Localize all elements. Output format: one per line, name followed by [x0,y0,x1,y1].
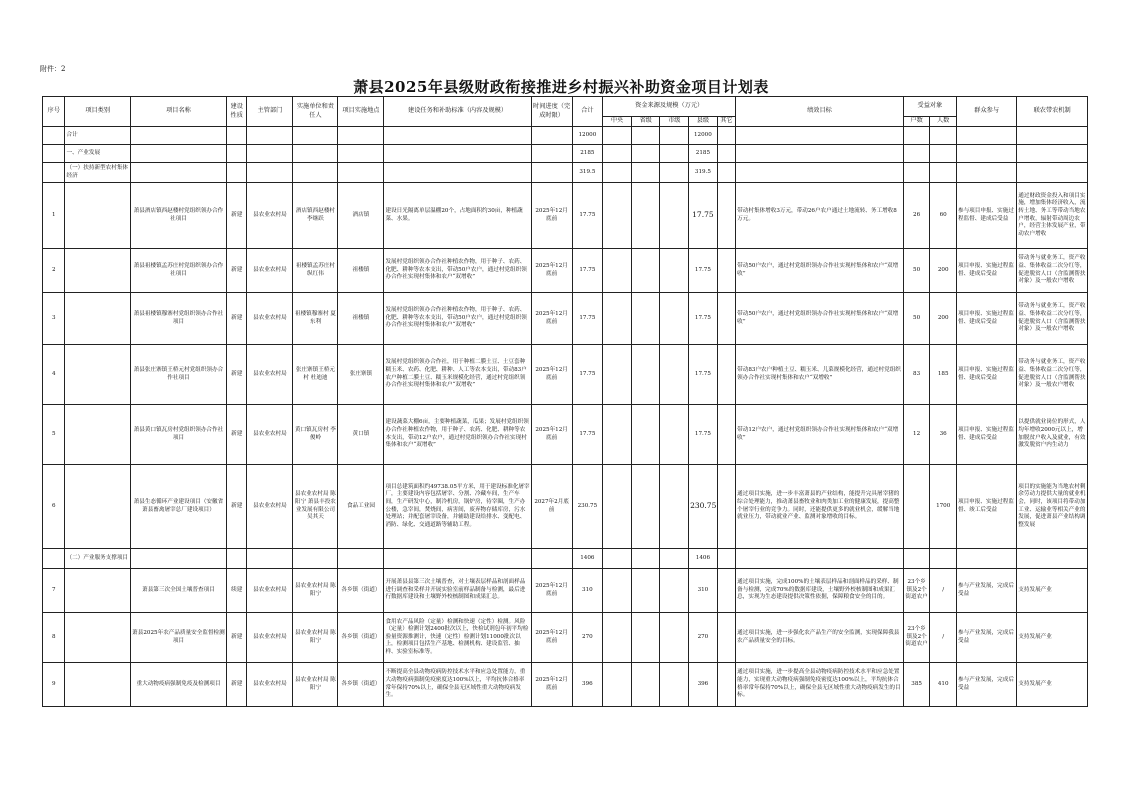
row-province [631,249,660,293]
row-participation: 项目申报、实施过程监督、竣工后受益 [956,465,1016,549]
row-dept: 县农业农村局 [247,613,293,663]
summary-county: 1406 [689,549,718,569]
empty-cell [603,145,632,163]
empty-cell [43,163,65,183]
row-province [631,465,660,549]
row-other [717,249,735,293]
project-row [43,613,1088,663]
header-county: 县级 [689,117,718,127]
row-households: 50 [903,249,930,293]
row-persons: 200 [930,249,957,293]
row-other [717,465,735,549]
empty-cell [293,163,338,183]
row-schedule: 2025年12月底前 [531,345,572,405]
row-seq: 1 [43,183,65,249]
row-content: 建设蔬菜大棚6亩，主要种植蔬菜，瓜果；发展村党组织领办合作社种植农作物，用于种子、农药、化肥、耕种等农本支出，带动12户农户，通过村党组织领办合作社实现村集体和农户“双增收” [384,405,531,465]
summary-county: 319.5 [689,163,718,183]
attachment-label: 附件：2 [40,65,66,73]
empty-cell [130,127,226,145]
row-schedule: 2025年12月底前 [531,405,572,465]
row-county: 17.75 [689,345,718,405]
project-table [42,96,1088,707]
row-province [631,293,660,345]
header-other: 其它 [717,117,735,127]
row-content: 建设日光隔离单层温棚20个，占地面积约30亩，种植蔬菜、水果。 [384,183,531,249]
row-mechanism: 带动务与就业务工，资产收益、集体收益二次分红等，促进脱贫人口（含监测帮扶对象）及一般农户增收 [1017,345,1088,405]
empty-cell [631,145,660,163]
row-central [603,293,632,345]
empty-cell [717,127,735,145]
row-mechanism: 带动务与就业务工，资产收益、集体收益二次分红等，促进脱贫人口（含监测帮扶对象）及一般农户增收 [1017,293,1088,345]
row-total: 270 [572,613,603,663]
empty-cell [293,549,338,569]
summary-row [43,145,1088,163]
row-dept: 县农业农村局 [247,293,293,345]
empty-cell [384,549,531,569]
row-target: 通过项目实施，完成100%的土壤表层样品和剖面样品的采样、制备与检测，完成70%的数据库建设，土壤野外校核制图和成果汇总，实现为生态建设提供决策性依据，保障粮食安全的目的。 [736,569,904,613]
empty-cell [603,127,632,145]
header-schedule: 时间进度（完成时限） [531,97,572,127]
row-central [603,613,632,663]
row-project-name: 萧县生态循环产业建设项目（安徽省萧县畜禽屠宰总厂建设项目） [130,465,226,549]
row-content: 发展村党组织领办合作社种植农作物，用于种子、农药、化肥、耕种等农本支出，带动50户农户，通过村党组织领办合作社实现村集体和农户“双增收” [384,293,531,345]
row-content: 发展村党组织领办合作社种植农作物，用于种子、农药、化肥、耕种等农本支出，带动50户农户，通过村党组织领办合作社实现村集体和农户“双增收” [384,249,531,293]
row-target: 带动50户农户，通过村党组织领办合作社实现村集体和农户“双增收” [736,293,904,345]
row-households: 23个乡镇及2个街道农户 [903,569,930,613]
row-participation: 参与产业发展，完成后受益 [956,613,1016,663]
header-city: 市级 [660,117,689,127]
row-seq: 8 [43,613,65,663]
header-total: 合计 [572,97,603,127]
page-title: 萧县2025年县级财政衔接推进乡村振兴补助资金项目计划表 [353,78,769,96]
row-total: 17.75 [572,345,603,405]
row-seq: 4 [43,345,65,405]
header-funds: 资金来源及规模（万元） [603,97,736,117]
row-nature: 新建 [227,613,247,663]
row-households [903,465,930,549]
row-participation: 项目申报、实施过程监督、建成后受益 [956,405,1016,465]
empty-cell [384,163,531,183]
empty-cell [227,145,247,163]
row-target: 带动83户农户种植土豆、糯玉米、儿菜规模化经营，通过村党组织领办合作社实现村集体和农户“双增收” [736,345,904,405]
row-persons: 185 [930,345,957,405]
row-nature: 新建 [227,249,247,293]
row-target: 带动村集体增收3万元，带动26户农户通过土地流转、务工增收8万元。 [736,183,904,249]
summary-row [43,163,1088,183]
row-nature: 新建 [227,465,247,549]
summary-row [43,549,1088,569]
row-participation: 参与产业发展，完成后受益 [956,663,1016,707]
row-category [65,613,130,663]
empty-cell [43,127,65,145]
row-persons: / [930,569,957,613]
row-other [717,405,735,465]
row-county: 17.75 [689,293,718,345]
row-persons: 200 [930,293,957,345]
row-nature: 新建 [227,293,247,345]
header-beneficiary: 受益对象 [903,97,956,117]
row-project-name: 萧县第三次全国土壤普查项目 [130,569,226,613]
row-mechanism: 通过财政资金投入和项目实施，增加集体经济收入，流转土地、务工等带动当地农户增收，辐射带动周边农户，经营主体发展产业，带动农户增收 [1017,183,1088,249]
empty-cell [930,549,957,569]
row-city [660,293,689,345]
row-households: 23个乡镇及2个街道农户 [903,613,930,663]
row-city [660,405,689,465]
empty-cell [736,163,904,183]
row-mechanism: 带动务与就业务工，资产收益、集体收益二次分红等，促进脱贫人口（含监测帮扶对象）及一般农户增收 [1017,249,1088,293]
row-location: 食品工业园 [338,465,384,549]
empty-cell [631,549,660,569]
row-total: 310 [572,569,603,613]
header-persons: 人数 [930,117,957,127]
row-mechanism: 项目的实施能为当地农村剩余劳动力提供大量的就业机会，同时，该项目将带动加工业、运输业等相关产业的发展，促进萧县产业结构调整发展 [1017,465,1088,549]
empty-cell [384,145,531,163]
row-schedule: 2025年12月底前 [531,569,572,613]
empty-cell [247,163,293,183]
row-seq: 5 [43,405,65,465]
empty-cell [603,163,632,183]
summary-total: 12000 [572,127,603,145]
row-project-name: 萧县酒店镇西赵楼村党组织领办合作社项目 [130,183,226,249]
empty-cell [338,163,384,183]
row-city [660,345,689,405]
empty-cell [293,145,338,163]
row-county: 230.75 [689,465,718,549]
row-schedule: 2025年12月底前 [531,663,572,707]
empty-cell [247,127,293,145]
row-households: 83 [903,345,930,405]
summary-label: 合计 [65,127,130,145]
row-content: 不断提高全县动物疫病防控技术水平和应急处置能力，重大动物疫病强制免疫密度达100%以上，平均抗体合格率常年保持70%以上，确保全县无区域性重大动物疫病发生。 [384,663,531,707]
empty-cell [736,145,904,163]
empty-cell [1017,163,1088,183]
header-dept: 主管部门 [247,97,293,127]
row-implementer: 县农业农村局 陈阳宁 [293,663,338,707]
empty-cell [1017,549,1088,569]
row-target: 通过项目实施，进一步丰富萧县的产业结构，能提升完具屠宰猪的综合处理能力，推动萧县畜牧业和肉类加工业的健康发展，提高整个屠宰行业的竞争力。同时，还能提供更多的就业机会，缓解当地就业压力，带动就业产业、监测对象增收的目标。 [736,465,904,549]
row-other [717,345,735,405]
empty-cell [956,549,1016,569]
row-persons: 410 [930,663,957,707]
row-central [603,249,632,293]
empty-cell [43,145,65,163]
empty-cell [130,163,226,183]
row-target: 带动12户农户，通过村党组织领办合作社实现村集体和农户“双增收” [736,405,904,465]
row-city [660,613,689,663]
row-seq: 6 [43,465,65,549]
row-mechanism: 支持发展产业 [1017,663,1088,707]
empty-cell [384,127,531,145]
row-schedule: 2025年12月底前 [531,249,572,293]
row-nature: 新建 [227,663,247,707]
project-row [43,663,1088,707]
empty-cell [293,127,338,145]
row-content: 食用农产品风险（定量）检测和快速（定性）检测。风险（定量）检测计划2400批次以上，快检试剂包年初平均检验量资源推测计，快速（定性）检测计划11000批次以上，检测项目包括生产基地、检测机构、建设监管、抽样、实验室标准等。 [384,613,531,663]
header-seq: 序号 [43,97,65,127]
row-city [660,249,689,293]
row-implementer: 县农业农村局 陈阳宁 [293,613,338,663]
row-county: 17.75 [689,183,718,249]
row-category [65,569,130,613]
header-implementer: 实施单位和责任人 [293,97,338,127]
row-nature: 新建 [227,345,247,405]
empty-cell [338,145,384,163]
row-dept: 县农业农村局 [247,569,293,613]
empty-cell [717,549,735,569]
row-province [631,569,660,613]
row-total: 17.75 [572,183,603,249]
row-households: 385 [903,663,930,707]
empty-cell [631,163,660,183]
header-central: 中央 [603,117,632,127]
row-nature: 新建 [227,183,247,249]
row-target: 通过项目实施，进一步提高全县动物疫病防控技术水平和应急处置能力，实现重大动物疫病强制免疫密度达100%以上，平均抗体合格率常年保持70%以上，确保全县无区域性重大动物疫病发生的目标。 [736,663,904,707]
row-dept: 县农业农村局 [247,183,293,249]
row-implementer: 酒店镇西赵楼村 李继跃 [293,183,338,249]
summary-total: 319.5 [572,163,603,183]
empty-cell [956,127,1016,145]
row-city [660,183,689,249]
project-row [43,405,1088,465]
project-row [43,249,1088,293]
summary-row [43,127,1088,145]
row-county: 396 [689,663,718,707]
row-implementer: 县农业农村局 陈阳宁 萧县丰投农业发展有限公司 吴其天 [293,465,338,549]
empty-cell [717,163,735,183]
empty-cell [660,549,689,569]
row-province [631,663,660,707]
row-participation: 项目申报、实施过程监督、建成后受益 [956,345,1016,405]
row-seq: 9 [43,663,65,707]
empty-cell [930,163,957,183]
empty-cell [631,127,660,145]
row-project-name: 萧县张庄寨镇王桥元村党组织领办合作社项目 [130,345,226,405]
row-province [631,183,660,249]
row-county: 310 [689,569,718,613]
empty-cell [130,549,226,569]
empty-cell [531,549,572,569]
row-mechanism: 支持发展产业 [1017,613,1088,663]
row-total: 230.75 [572,465,603,549]
row-county: 17.75 [689,249,718,293]
project-row [43,569,1088,613]
row-province [631,345,660,405]
empty-cell [338,549,384,569]
row-category [65,465,130,549]
row-schedule: 2027年2月底前 [531,465,572,549]
row-location: 各乡镇（街道） [338,663,384,707]
row-seq: 2 [43,249,65,293]
row-city [660,663,689,707]
header-location: 项目实施地点 [338,97,384,127]
row-content: 项目总建筑面积约49738.05平方米，用于建设标准化屠宰厂，主要建设内容包括屠宰、分割、冷藏车间，生产车间，生产研发中心，制冷机房，锅炉房，待宰圈，生产办公楼，急宰间，焚烧间，病害间，废弃物存储库房，污水处理站；并配套屠宰设备，并辅助建设给排水、变配电、消防、绿化、交通道路等辅助工程。 [384,465,531,549]
row-implementer: 张庄寨镇王桥元村 杜迪迪 [293,345,338,405]
row-category [65,345,130,405]
empty-cell [736,127,904,145]
empty-cell [1017,145,1088,163]
row-dept: 县农业农村局 [247,663,293,707]
row-implementer: 祖楼镇穆寨村 夏东利 [293,293,338,345]
row-households: 12 [903,405,930,465]
empty-cell [227,163,247,183]
row-participation: 参与产业发展，完成后受益 [956,569,1016,613]
row-project-name: 重大动物疫病强制免疫及检测项目 [130,663,226,707]
row-mechanism: 以提供就业岗位的形式，人均年增收2000元以上，增加脱贫户收入及就业，有效激发脱贫户内生动力 [1017,405,1088,465]
empty-cell [903,127,930,145]
row-other [717,183,735,249]
row-households: 26 [903,183,930,249]
empty-cell [956,163,1016,183]
row-participation: 参与项目申报、实施过程监督、建成后受益 [956,183,1016,249]
row-implementer: 县农业农村局 陈阳宁 [293,569,338,613]
empty-cell [531,163,572,183]
row-central [603,405,632,465]
empty-cell [247,549,293,569]
row-total: 396 [572,663,603,707]
empty-cell [903,549,930,569]
row-category [65,183,130,249]
row-province [631,613,660,663]
row-nature: 新建 [227,405,247,465]
row-location: 祖楼镇 [338,249,384,293]
empty-cell [660,127,689,145]
row-persons: 60 [930,183,957,249]
header-content: 建设任务和补助标准（内容及规模） [384,97,531,127]
summary-total: 2185 [572,145,603,163]
row-dept: 县农业农村局 [247,249,293,293]
summary-total: 1406 [572,549,603,569]
row-project-name: 萧县祖楼镇穆寨村党组织领办合作社项目 [130,293,226,345]
empty-cell [903,163,930,183]
row-location: 张庄寨镇 [338,345,384,405]
row-city [660,569,689,613]
header-target: 绩效目标 [736,97,904,127]
empty-cell [531,127,572,145]
row-project-name: 萧县黄口镇瓦房村党组织领办合作社项目 [130,405,226,465]
header-category: 项目类别 [65,97,130,127]
row-implementer: 祖楼镇孟苏庄村 纵红伟 [293,249,338,293]
project-row [43,293,1088,345]
empty-cell [338,127,384,145]
row-schedule: 2025年12月底前 [531,183,572,249]
row-participation: 项目申报、实施过程监督、建成后受益 [956,293,1016,345]
header-name: 项目名称 [130,97,226,127]
row-other [717,613,735,663]
empty-cell [130,145,226,163]
summary-label: 一、产业发展 [65,145,130,163]
row-location: 各乡镇（街道） [338,569,384,613]
project-row [43,345,1088,405]
row-seq: 3 [43,293,65,345]
row-implementer: 黄口镇瓦房村 李俊岭 [293,405,338,465]
row-project-name: 萧县祖楼镇孟苏庄村党组织领办合作社项目 [130,249,226,293]
row-content: 发展村党组织领办合作社，用于种植二膜土豆、土豆套种糯玉米、农药、化肥、耕种、人工等农本支出，带动83户农户种植二膜土豆、糯玉米规模化经营，通过村党组织领办合作社实现村集体和农户“双增收” [384,345,531,405]
row-mechanism: 支持发展产业 [1017,569,1088,613]
empty-cell [660,163,689,183]
summary-county: 12000 [689,127,718,145]
row-province [631,405,660,465]
empty-cell [603,549,632,569]
row-central [603,569,632,613]
row-central [603,345,632,405]
row-dept: 县农业农村局 [247,345,293,405]
row-central [603,465,632,549]
row-schedule: 2025年12月底前 [531,293,572,345]
empty-cell [1017,127,1088,145]
summary-county: 2185 [689,145,718,163]
row-category [65,293,130,345]
row-households: 50 [903,293,930,345]
row-category [65,249,130,293]
row-category [65,663,130,707]
header-participation: 群众参与 [956,97,1016,127]
empty-cell [930,145,957,163]
row-participation: 项目申报、实施过程监督、建成后受益 [956,249,1016,293]
empty-cell [930,127,957,145]
row-total: 17.75 [572,405,603,465]
row-dept: 县农业农村局 [247,405,293,465]
row-target: 带动50户农户，通过村党组织领办合作社实现村集体和农户“双增收” [736,249,904,293]
summary-label: （一）扶持新型农村集体经济 [65,163,130,183]
empty-cell [660,145,689,163]
row-location: 酒店镇 [338,183,384,249]
empty-cell [227,127,247,145]
row-location: 祖楼镇 [338,293,384,345]
empty-cell [247,145,293,163]
row-nature: 续建 [227,569,247,613]
row-county: 270 [689,613,718,663]
row-persons: / [930,613,957,663]
row-dept: 县农业农村局 [247,465,293,549]
empty-cell [956,145,1016,163]
row-category [65,405,130,465]
row-persons: 36 [930,405,957,465]
empty-cell [43,549,65,569]
row-other [717,663,735,707]
row-total: 17.75 [572,249,603,293]
row-other [717,569,735,613]
row-county: 17.75 [689,405,718,465]
header-households: 户数 [903,117,930,127]
row-seq: 7 [43,569,65,613]
row-central [603,663,632,707]
row-schedule: 2025年12月底前 [531,613,572,663]
row-location: 各乡镇（街道） [338,613,384,663]
row-city [660,465,689,549]
empty-cell [531,145,572,163]
row-target: 通过项目实施，进一步强化农产品生产的安全监测，实现保障我县农产品质量安全的目标。 [736,613,904,663]
summary-label: （二）产业服务支撑项目 [65,549,130,569]
row-central [603,183,632,249]
empty-cell [903,145,930,163]
row-project-name: 萧县2025年农产品质量安全监督检测项目 [130,613,226,663]
project-row [43,465,1088,549]
row-location: 黄口镇 [338,405,384,465]
header-province: 省级 [631,117,660,127]
project-row [43,183,1088,249]
header-nature: 建设性质 [227,97,247,127]
header-mechanism: 联农带农机制 [1017,97,1088,127]
empty-cell [736,549,904,569]
row-persons: 1700 [930,465,957,549]
row-total: 17.75 [572,293,603,345]
empty-cell [227,549,247,569]
empty-cell [717,145,735,163]
row-content: 开展萧县县第三次土壤普查，对土壤表层样品和剖面样品进行调查和采样并开展实验室前样品制备与检测，最后进行数据库建设和土壤野外校核制图和成果汇总。 [384,569,531,613]
row-other [717,293,735,345]
